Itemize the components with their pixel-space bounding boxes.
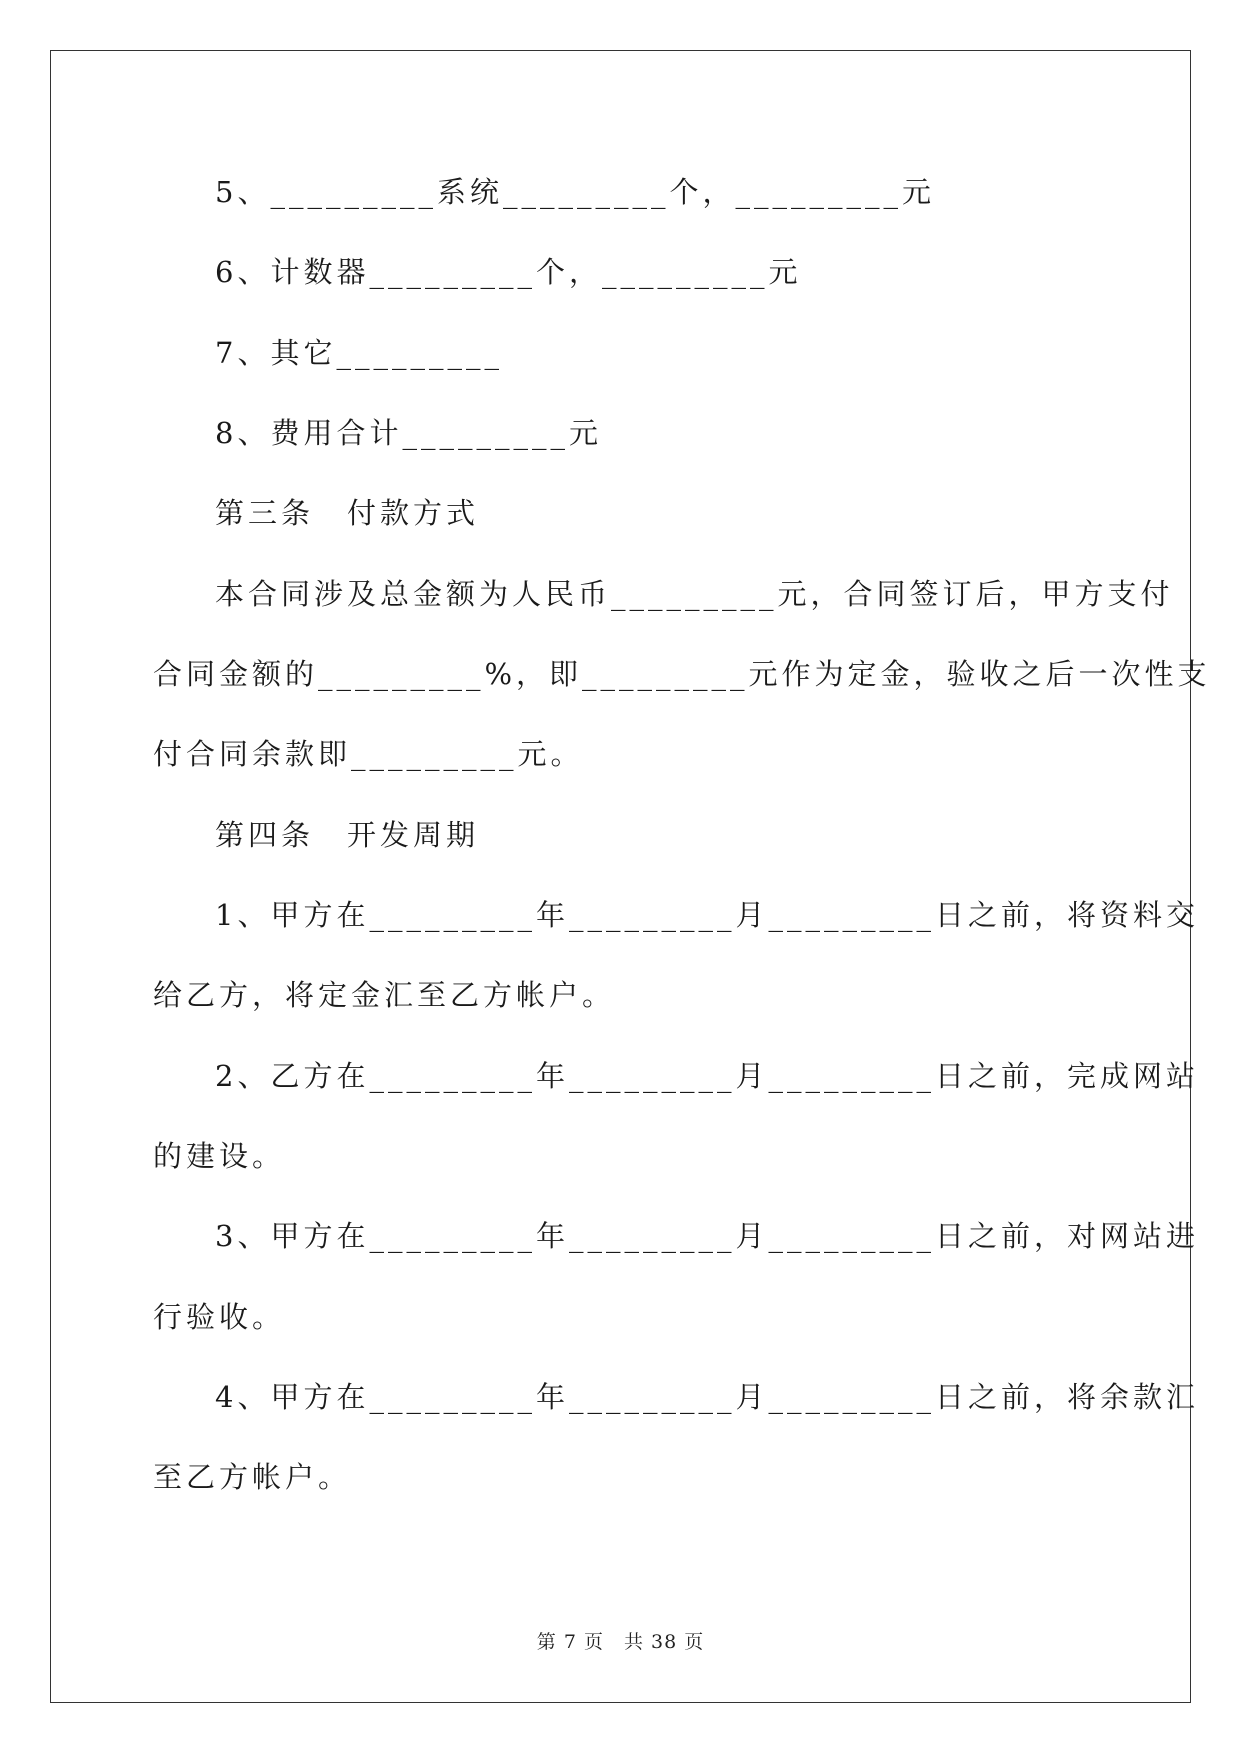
item-6-counter: 6、计数器_________个，_________元 — [215, 255, 802, 289]
period-item-3-line-2: 行验收。 — [153, 1300, 286, 1334]
page-number-footer: 第 7 页 共 38 页 — [536, 1631, 705, 1653]
period-item-1-line-2: 给乙方，将定金汇至乙方帐户。 — [153, 978, 616, 1012]
page-border — [50, 50, 1191, 1703]
payment-para-line-2: 合同金额的_________%，即_________元作为定金，验收之后一次性支 — [153, 657, 1211, 691]
period-item-2-line-2: 的建设。 — [153, 1139, 286, 1173]
article-4-heading: 第四条 开发周期 — [215, 818, 480, 852]
payment-para-line-1: 本合同涉及总金额为人民币_________元，合同签订后，甲方支付 — [215, 577, 1174, 611]
item-8-total-fee: 8、费用合计_________元 — [215, 416, 602, 450]
period-item-2-line-1: 2、乙方在_________年_________月_________日之前，完成网站 — [215, 1059, 1199, 1093]
period-item-4-line-2: 至乙方帐户。 — [153, 1460, 352, 1494]
period-item-1-line-1: 1、甲方在_________年_________月_________日之前，将资料交 — [215, 898, 1199, 932]
article-3-heading: 第三条 付款方式 — [215, 496, 480, 530]
item-7-other: 7、其它_________ — [215, 336, 503, 370]
item-5-system: 5、_________系统_________个，_________元 — [215, 175, 935, 209]
period-item-4-line-1: 4、甲方在_________年_________月_________日之前，将余款汇 — [215, 1380, 1199, 1414]
payment-para-line-3: 付合同余款即_________元。 — [153, 737, 584, 771]
period-item-3-line-1: 3、甲方在_________年_________月_________日之前，对网站进 — [215, 1219, 1199, 1253]
